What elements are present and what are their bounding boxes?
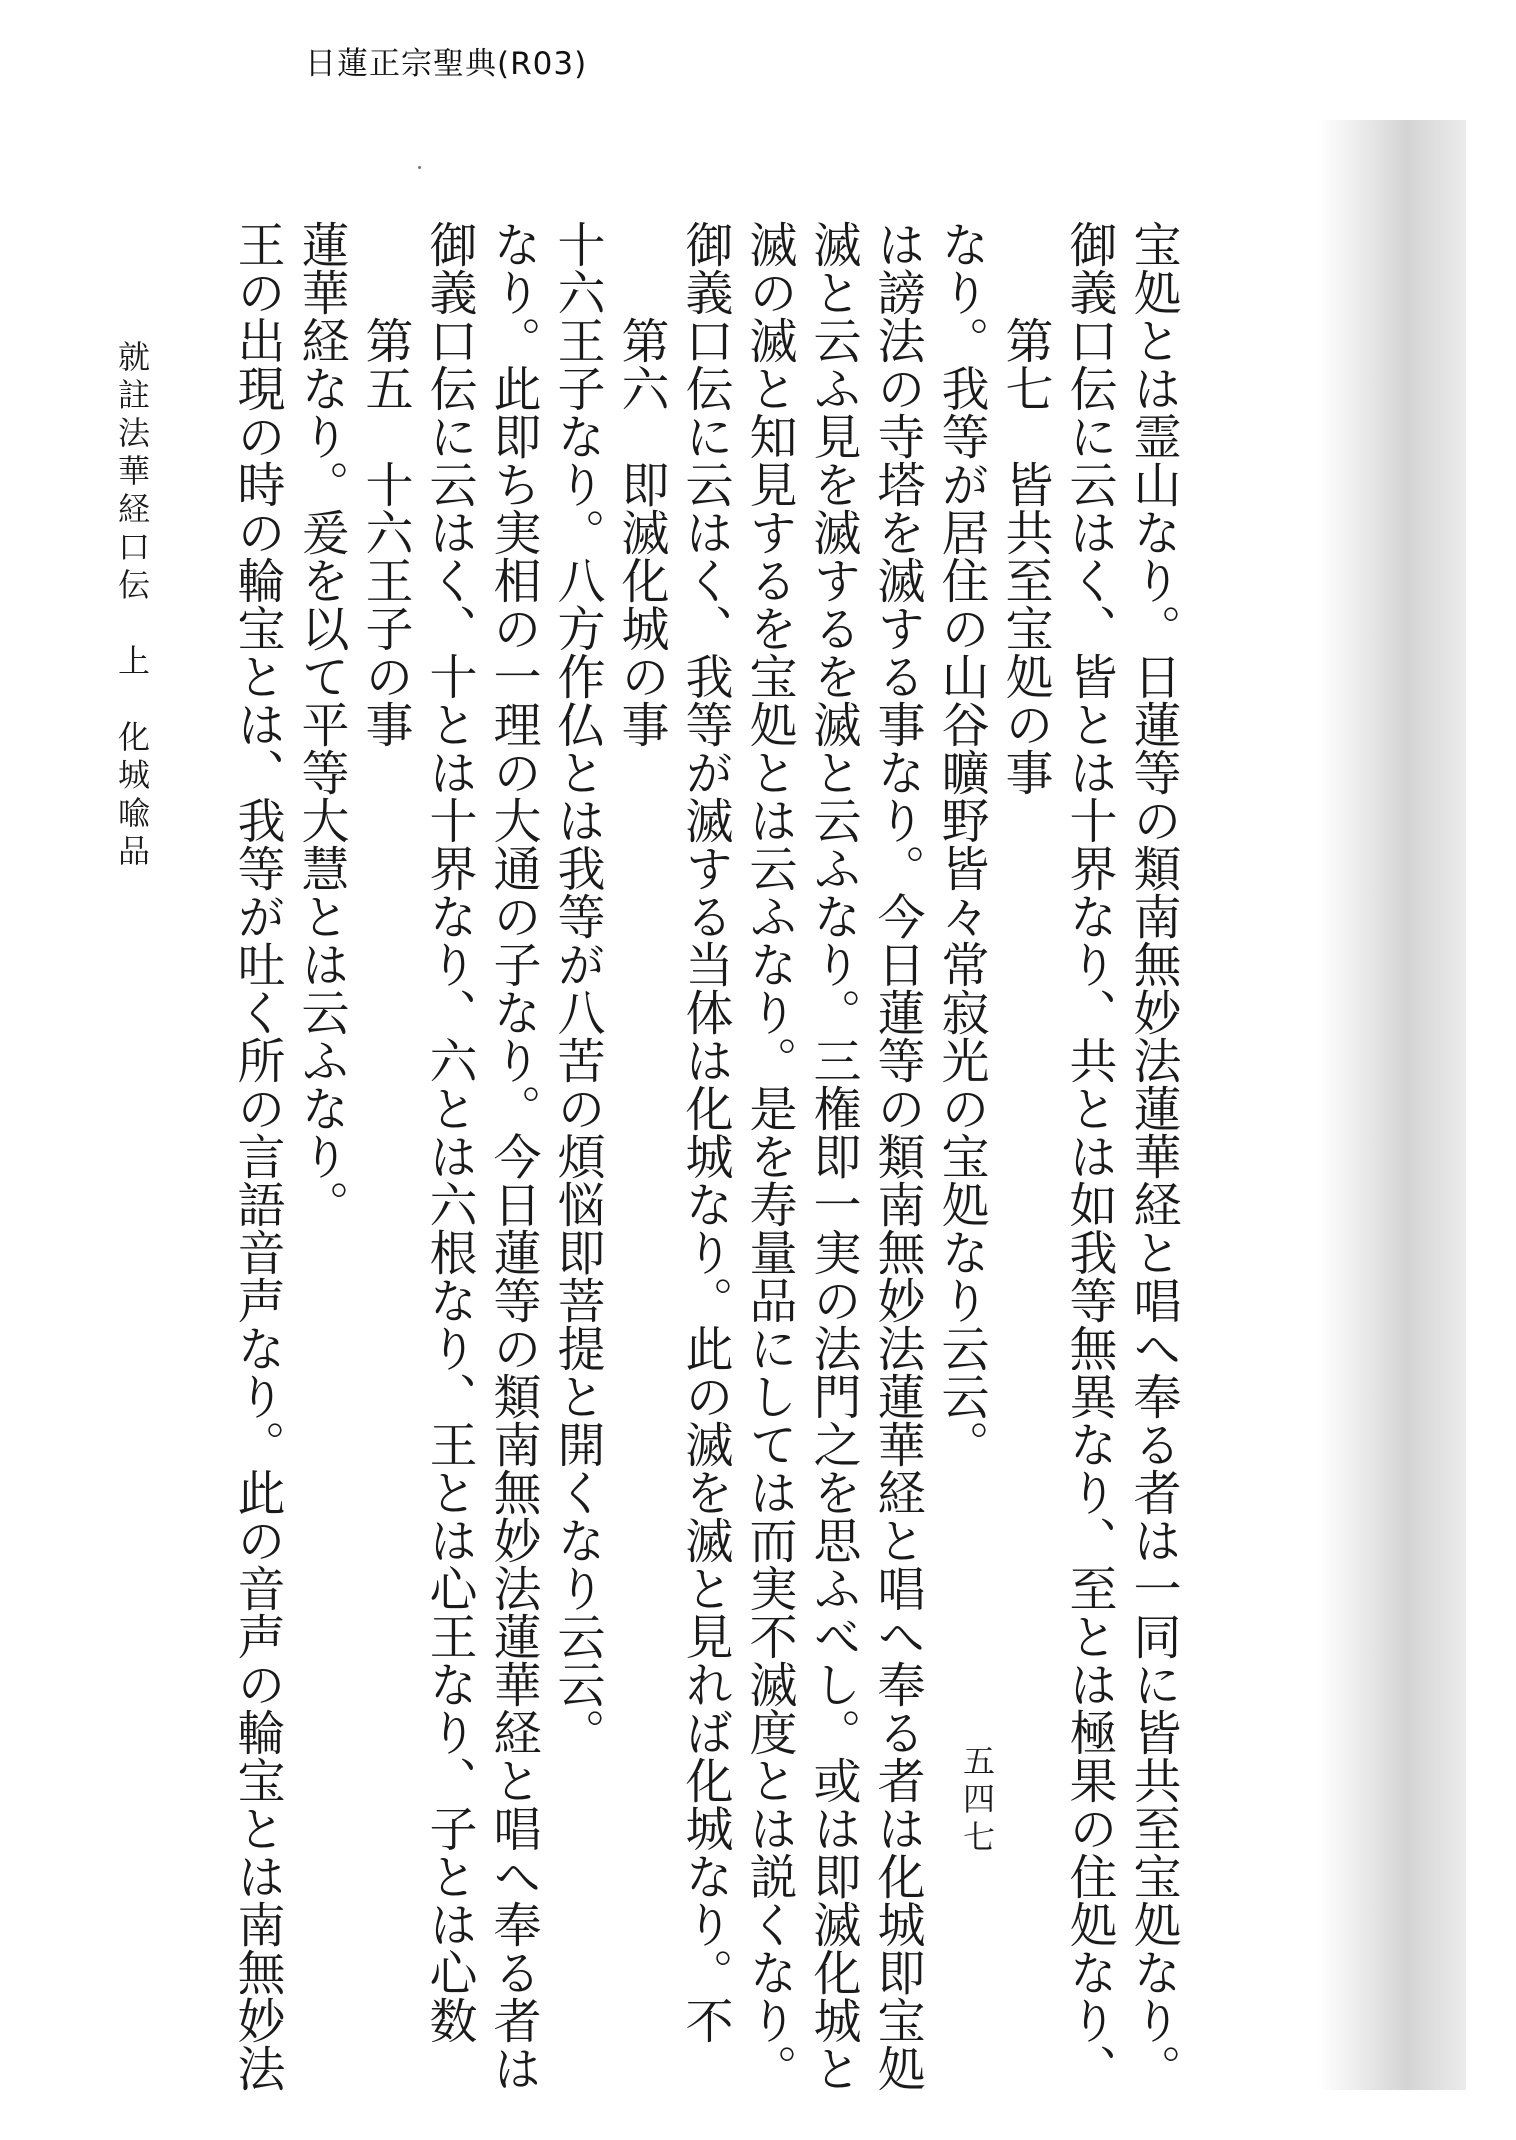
text-line: なり。我等が居住の山谷曠野皆々常寂光の宝処なり云云。	[933, 220, 989, 1468]
text-line: 宝処とは霊山なり。日蓮等の類南無妙法蓮華経と唱へ奉る者は一同に皆共至宝処なり。	[1125, 220, 1181, 2092]
text-line: 滅と云ふ見を滅するを滅と云ふなり。三権即一実の法門之を思ふべし。或は即滅化城と	[805, 220, 861, 2092]
section-heading-5: 第五 十六王子の事	[357, 316, 413, 748]
page-number: 五四七	[958, 1744, 996, 1858]
text-line: 滅の滅と知見するを宝処とは云ふなり。是を寿量品にしては而実不滅度とは説くなり。	[741, 220, 797, 2092]
section-heading-7: 第七 皆共至宝処の事	[997, 316, 1053, 796]
document-header: 日蓮正宗聖典(R03)	[305, 46, 588, 82]
text-line: 王の出現の時の輪宝とは、我等が吐く所の言語音声なり。此の音声の輪宝とは南無妙法	[229, 220, 285, 2092]
text-line: 十六王子なり。八方作仏とは我等が八苦の煩悩即菩提と開くなり云云。	[549, 220, 605, 1756]
text-line: 御義口伝に云はく、皆とは十界なり、共とは如我等無異なり、至とは極果の住処なり、	[1061, 220, 1117, 2092]
text-line: は謗法の寺塔を滅する事なり。今日蓮等の類南無妙法蓮華経と唱へ奉る者は化城即宝処	[869, 220, 925, 2092]
scan-speck	[418, 166, 421, 169]
text-line: 御義口伝に云はく、我等が滅する当体は化城なり。此の滅を滅と見れば化城なり。不	[677, 220, 733, 2044]
body-text	[225, 220, 1185, 2092]
text-line: なり。此即ち実相の一理の大通の子なり。今日蓮等の類南無妙法蓮華経と唱へ奉る者は	[485, 220, 541, 2092]
section-heading-6: 第六 即滅化城の事	[613, 316, 669, 748]
text-line: 御義口伝に云はく、十とは十界なり、六とは六根なり、王とは心王なり、子とは心数	[421, 220, 477, 2044]
page-edge-shadow	[1318, 120, 1466, 2090]
text-line: 蓮華経なり。爰を以て平等大慧とは云ふなり。	[293, 220, 349, 1228]
running-title: 就註法華経口伝 上 化城喩品	[113, 340, 151, 872]
